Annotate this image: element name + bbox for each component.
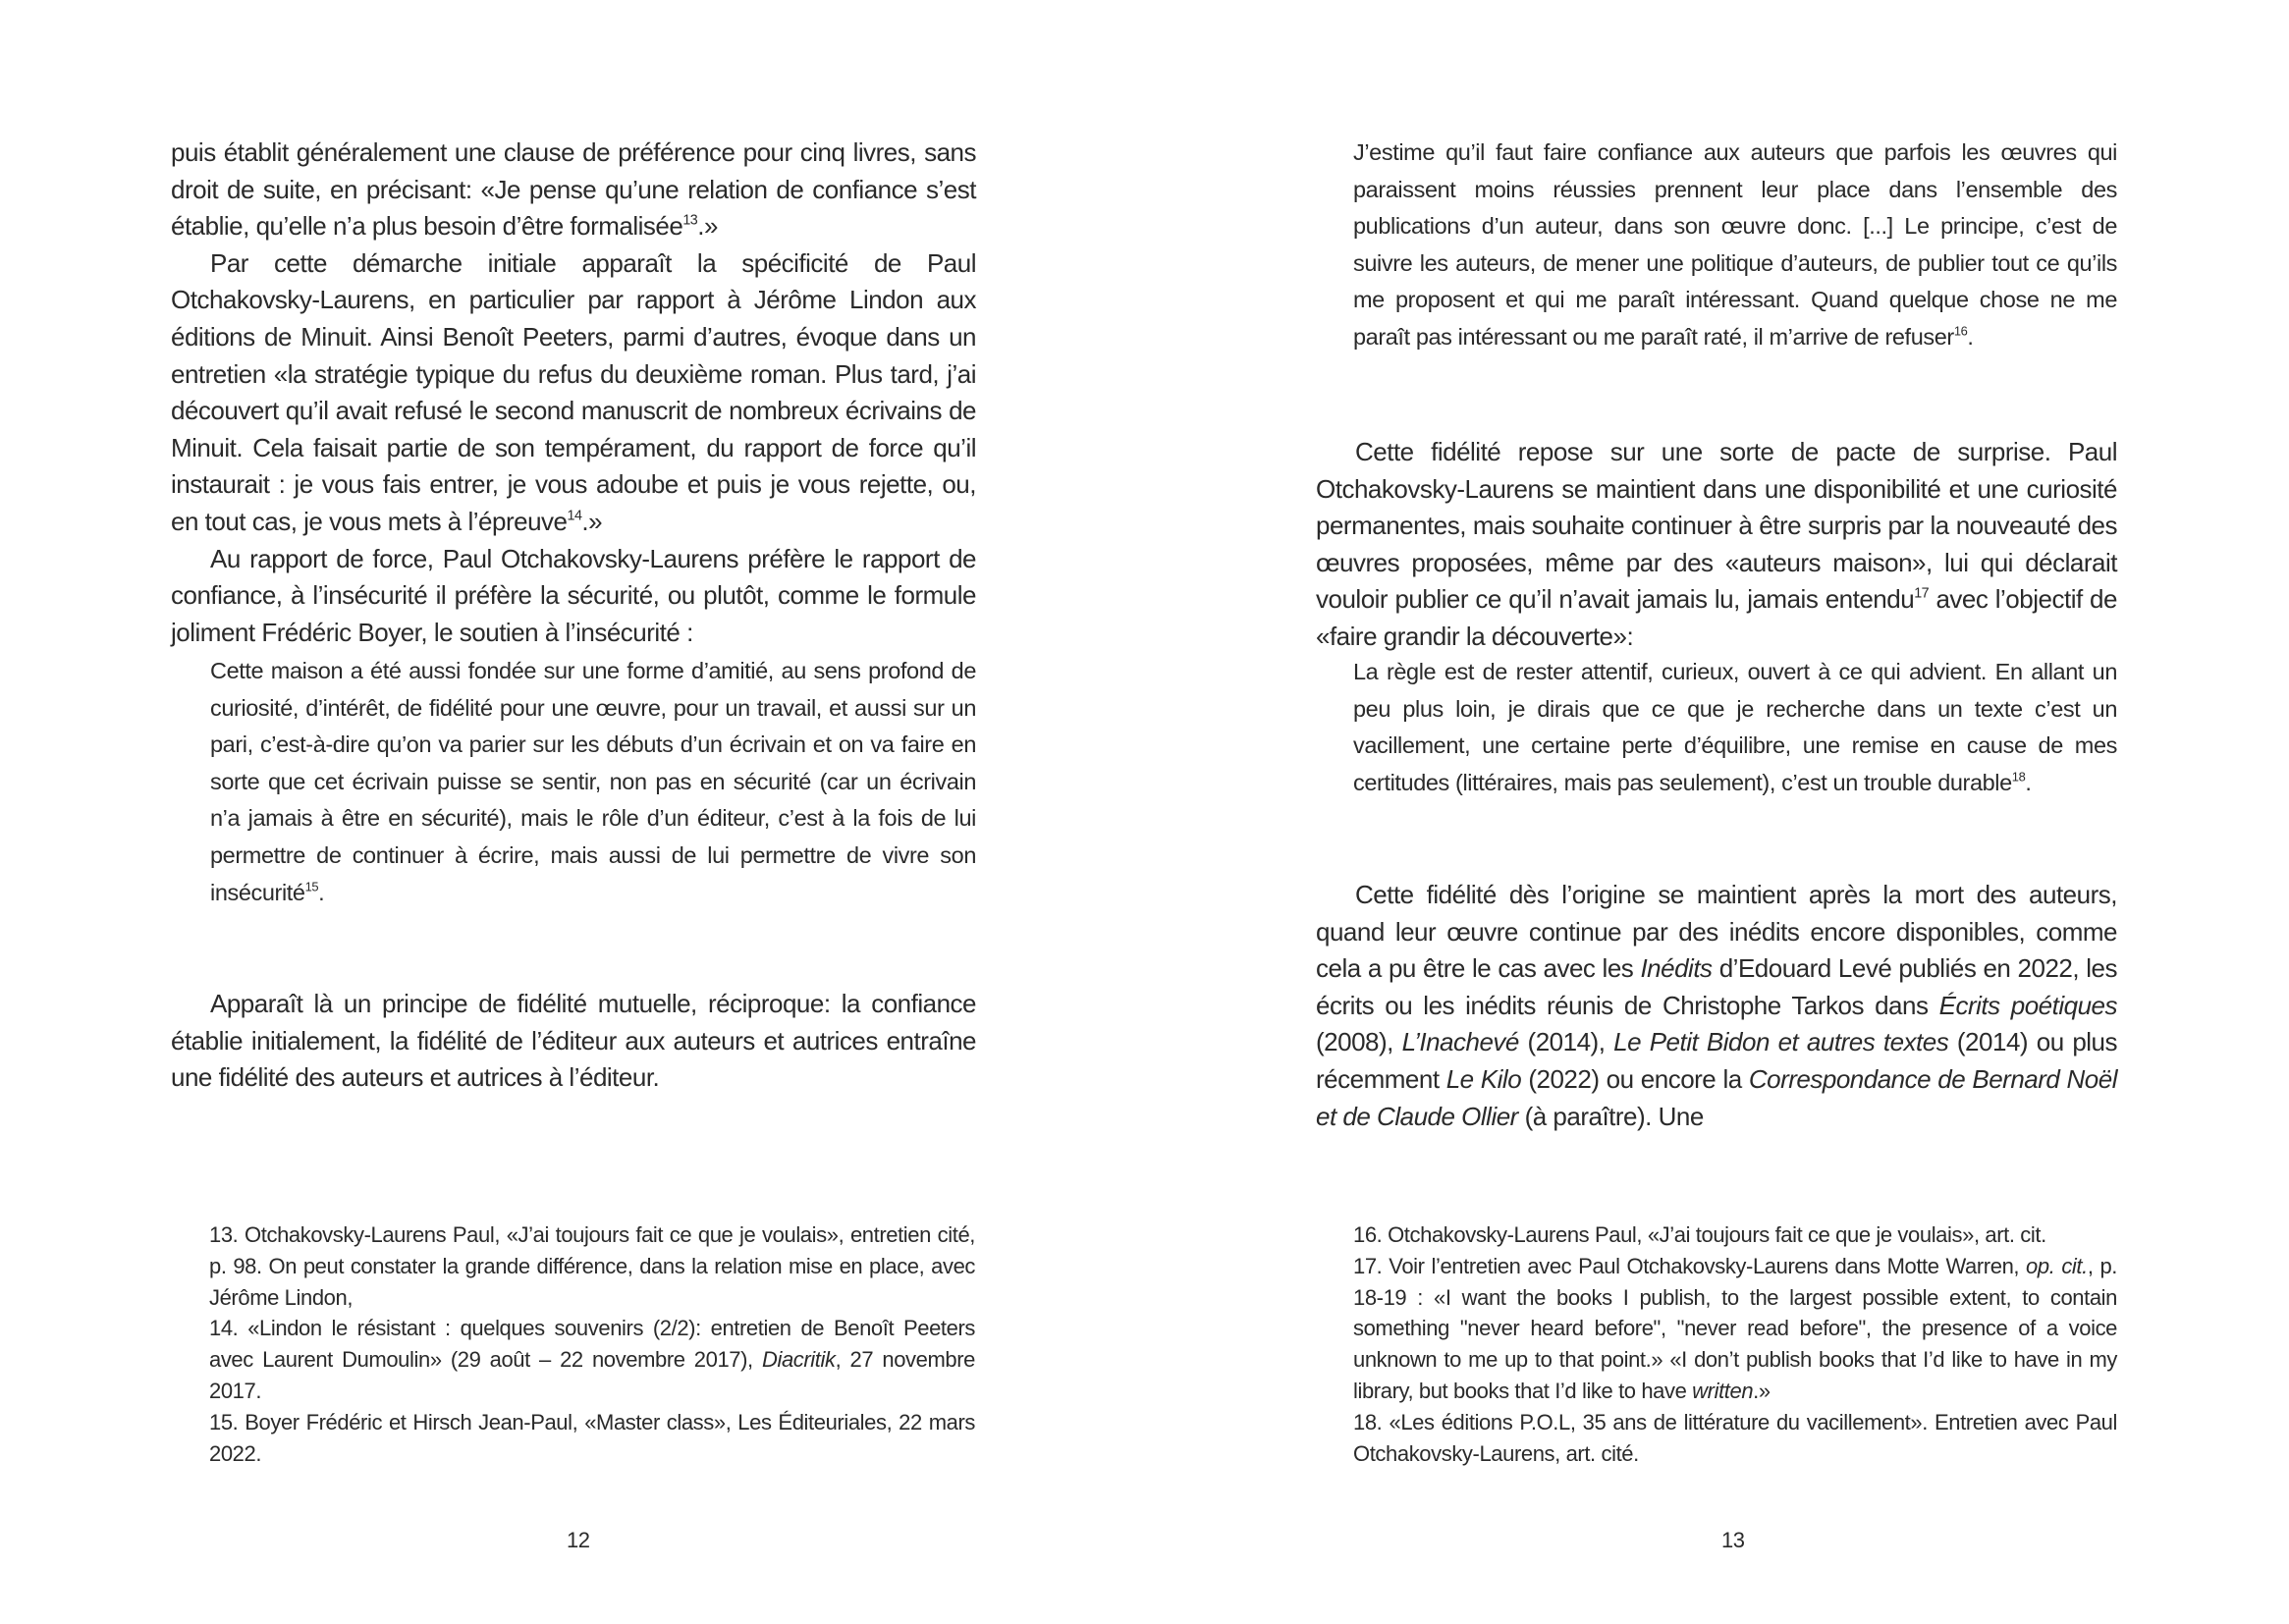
book-title: L’Inachevé: [1401, 1027, 1519, 1057]
page-number: 13: [1721, 1528, 1745, 1552]
footnote-ref[interactable]: 14: [567, 508, 582, 524]
quote-text: La règle est de rester attentif, curieux, ouvert à ce qui advient. En allant un peu plus loin, je dirais que ce que je recherche dans un texte c’est un vacillement, une certaine perte d’équilibre, une remise en cause de mes certitudes (littéraires, mais pas seulement), c’est un trouble durable$^{18}$.: [1353, 659, 2117, 795]
book-title: Écrits poétiques: [1938, 990, 2118, 1020]
right-paragraph-2: [1316, 877, 2117, 1135]
footnote-ref[interactable]: 17: [1914, 585, 1930, 602]
right-blockquote-1: [1353, 135, 2117, 356]
right-footnotes: [1353, 1219, 2117, 1469]
footnote-17: 17. Voir l’entretien avec Paul Otchakovsky-Laurens dans Motte Warren, op. cit., p. 18-19 : «I want the books I publish, to the largest possible extent, to contain something "never heard before", "never read before", the presence of a voice unknown to me up to that point.» «I don’t publish books that I’d like to have in my library, but books that I’d like to have written.»: [1353, 1253, 2118, 1403]
right-blockquote-2: [1353, 654, 2117, 801]
book-title: Le Petit Bidon et autres textes: [1613, 1027, 1949, 1057]
footnote-14: 14. «Lindon le résistant : quelques souvenirs (2/2): entretien de Benoît Peeters avec Laurent Dumoulin» (29 août – 22 novembre 2017), Diacritik, 27 novembre 2017.: [209, 1316, 976, 1403]
footnote-ref[interactable]: 18: [2011, 769, 2026, 785]
paragraph: Apparaît là un principe de fidélité mutuelle, réciproque: la confiance établie initialement, la fidélité de l’éditeur aux auteurs et autrices entraîne une fidélité des auteurs et autrices à l’éditeur.: [171, 989, 976, 1093]
footnote-ref[interactable]: 13: [682, 212, 698, 229]
left-footnotes: [209, 1219, 975, 1469]
quote-text: Cette maison a été aussi fondée sur une forme d’amitié, au sens profond de curiosité, d’intérêt, de fidélité pour une œuvre, pour un travail, et aussi sur un pari, c’est-à-dire qu’on va parier sur les débuts d’un écrivain et on va faire en sorte que cet écrivain puisse se sentir, non pas en sécurité (car un écrivain n’a jamais à être en sécurité), mais le rôle d’un éditeur, c’est à la fois de lui permettre de continuer à écrire, mais aussi de lui permettre de vivre son insécurité$^{15}$.: [210, 658, 976, 905]
paragraph: Par cette démarche initiale apparaît la spécificité de Paul Otchakovsky-Laurens, en particulier par rapport à Jérôme Lindon aux éditions de Minuit. Ainsi Benoît Peeters, parmi d’autres, évoque dans un entretien «la stratégie typique du refus du deuxième roman. Plus tard, j’ai découvert qu’il avait refusé le second manuscrit de nombreux écrivains de Minuit. Cela faisait partie de son tempérament, du rapport de force qu’il instaurait : je vous fais entrer, je vous adoube et puis je vous rejette, ou, en tout cas, je vous mets à l’épreuve$^{14}$.»: [171, 247, 976, 536]
left-page: [0, 0, 1144, 1624]
paragraph: Au rapport de force, Paul Otchakovsky-Laurens préfère le rapport de confiance, à l’insécurité il préfère la sécurité, ou plutôt, comme le formule joliment Frédéric Boyer, le soutien à l’insécurité :: [171, 543, 976, 647]
book-title: Correspondance de Bernard Noël et de Claude Ollier: [1316, 1063, 2118, 1131]
footnote-13: 13. Otchakovsky-Laurens Paul, «J’ai toujours fait ce que je voulais», entretien cité, p. 98. On peut constater la grande différence, dans la relation mise en place, avec Jérôme Lindon,: [209, 1222, 975, 1310]
left-closing-text: [171, 986, 976, 1097]
left-blockquote: [210, 653, 976, 911]
paragraph: Cette fidélité dès l’origine se maintient après la mort des auteurs, quand leur œuvre continue par des inédits encore disponibles, comme cela a pu être le cas avec les Inédits d’Edouard Levé publiés en 2022, les écrits ou les inédits réunis de Christophe Tarkos dans Écrits poétiques (2008), L’Inachevé (2014), Le Petit Bidon et autres textes (2014) ou plus récemment Le Kilo (2022) ou encore la Correspondance de Bernard Noël et de Claude Ollier (à paraître). Une: [1316, 880, 2118, 1131]
quote-text: J’estime qu’il faut faire confiance aux auteurs que parfois les œuvres qui paraissent moins réussies prennent leur place dans l’ensemble des publications d’un auteur, dans son œuvre donc. [...] Le principe, c’est de suivre les auteurs, de mener une politique d’auteurs, de publier tout ce qu’ils me proposent et qui me paraît intéressant. Quand quelque chose ne me paraît pas intéressant ou me paraît raté, il m’arrive de refuser$^{16}$.: [1353, 139, 2117, 350]
paragraph: Cette fidélité repose sur une sorte de pacte de surprise. Paul Otchakovsky-Laurens se maintient dans une disponibilité et une curiosité permanentes, mais souhaite continuer à être surpris par la nouveauté des œuvres proposées, même par des «auteurs maison», lui qui déclarait vouloir publier ce qu’il n’avait jamais lu, jamais entendu$^{17}$ avec l’objectif de «faire grandir la découverte»:: [1316, 437, 2117, 651]
footnote-18: 18. «Les éditions P.O.L, 35 ans de littérature du vacillement». Entretien avec Paul Otchakovsky-Laurens, art. cité.: [1353, 1409, 2117, 1466]
left-main-text: [171, 135, 976, 651]
book-title: Le Kilo: [1445, 1063, 1522, 1094]
footnote-15: 15. Boyer Frédéric et Hirsch Jean-Paul, «Master class», Les Éditeuriales, 22 mars 2022.: [209, 1409, 975, 1466]
footnote-ref[interactable]: 16: [1953, 323, 1968, 339]
page-number: 12: [567, 1528, 590, 1552]
book-title: Inédits: [1640, 953, 1713, 984]
right-paragraph-1: [1316, 434, 2117, 656]
paragraph: puis établit généralement une clause de préférence pour cinq livres, sans droit de suite, en précisant: «Je pense qu’une relation de confiance s’est établie, qu’elle n’a plus besoin d’être formalisée$^{13}$.»: [171, 137, 976, 242]
footnote-16: 16. Otchakovsky-Laurens Paul, «J’ai toujours fait ce que je voulais», art. cit.: [1353, 1222, 2046, 1247]
right-page: [1144, 0, 2289, 1624]
footnote-ref[interactable]: 15: [304, 878, 319, 893]
